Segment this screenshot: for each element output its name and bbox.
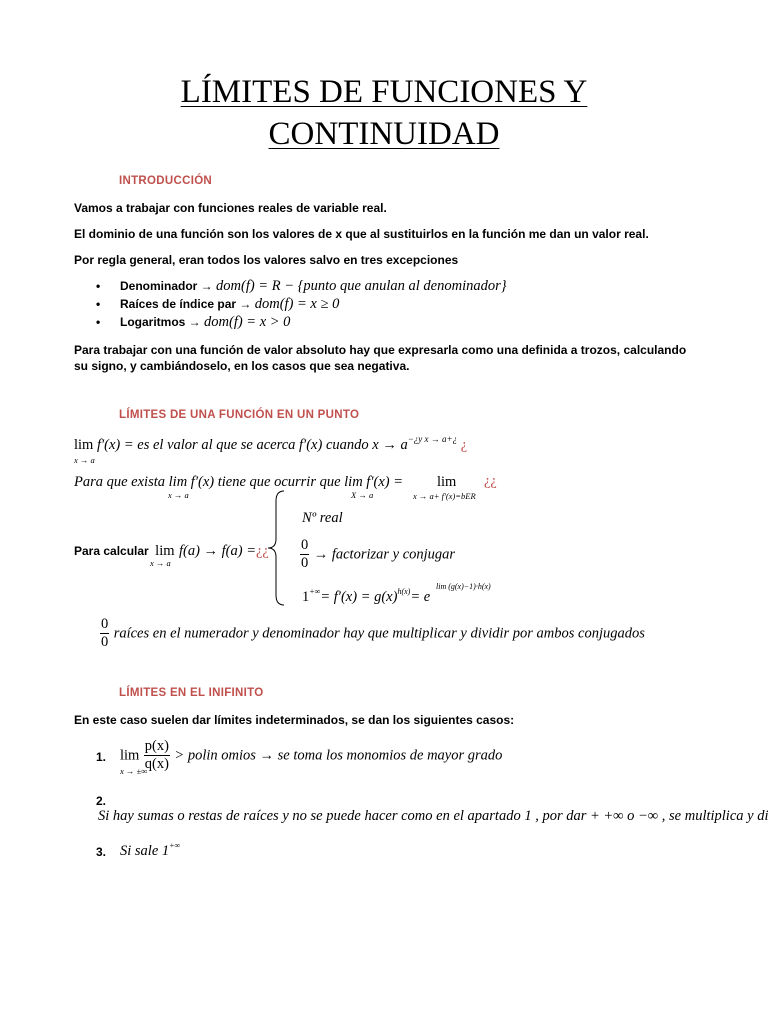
page-title-line2: CONTINUIDAD (268, 116, 500, 152)
bullet-icon: • (96, 315, 101, 329)
list-item: • Raíces de índice par → dom(f) = x ≥ 0 (96, 296, 340, 312)
heading-introduccion: INTRODUCCIÓN (119, 175, 213, 187)
page-title: LÍMITES DE FUNCIONES Y (180, 74, 588, 110)
paragraph-2: El dominio de una función son los valores de x que al sustituirlos en la función me dan un valor real. (74, 227, 649, 241)
list-number-2: 2. (96, 794, 107, 808)
heading-limites-punto: LÍMITES DE UNA FUNCIÓN EN UN PUNTO (119, 409, 360, 421)
list-item: • Logaritmos → dom(f) = x > 0 (96, 314, 291, 330)
item-2-text: Si hay sumas o restas de raíces y no se puede hacer como en el apartado 1 , por dar + +∞ o −∞ , se multiplica y di (98, 808, 768, 824)
list-item: • Denominador → dom(f) = R − {punto que anulan al denominador} (96, 278, 507, 294)
paragraph-1: Vamos a trabajar con funciones reales de variable real. (74, 201, 387, 215)
formula-calcular: Para calcular lim f(a) → f(a) =¿¿ (74, 543, 269, 559)
paragraph-4: Para trabajar con una función de valor absoluto hay que expresarla como una definida a trozos, calculando su signo, y cambiándoselo, en los casos que sea negativa. (74, 343, 687, 373)
formula-conjugados: $\frac{0}{0}$ raíces en el numerador y denominador hay que multiplicar y dividir por ambos conjugados (101, 616, 645, 650)
formula-limit-definition: lim f′(x) = es el valor al que se acerca f′(x) cuando $x \to a^{-¿y x \to a+¿}$ ¿ (74, 434, 468, 453)
case-real-number: Nº real (302, 510, 343, 526)
formula-existence-condition: Para que exista lim f′(x) tiene que ocurrir que lim f′(x) = (74, 474, 404, 490)
paragraph-5: En este caso suelen dar límites indeterminados, se dan los siguientes casos: (74, 713, 515, 727)
item-3-text: Si sale 1+∞ (120, 841, 181, 859)
bullet-icon: • (96, 279, 101, 293)
paragraph-3: Por regla general, eran todos los valores salvo en tres excepciones (74, 253, 459, 267)
case-zero-over-zero: $\frac{0}{0}$ → factorizar y conjugar (301, 537, 456, 571)
bullet-icon: • (96, 297, 101, 311)
heading-limites-infinito: LÍMITES EN EL INIFINITO (119, 687, 264, 699)
formula-polinomios: lim $\frac{p(x)}{q(x)}$ > polin omios → se toma los monomios de mayor grado (120, 738, 503, 772)
list-number-3: 3. (96, 845, 107, 859)
case-one-infinity: $1^{+\infty}= f'(x) = g(x)^{h(x)}= e$ (302, 587, 431, 605)
list-number-1: 1. (96, 750, 107, 764)
